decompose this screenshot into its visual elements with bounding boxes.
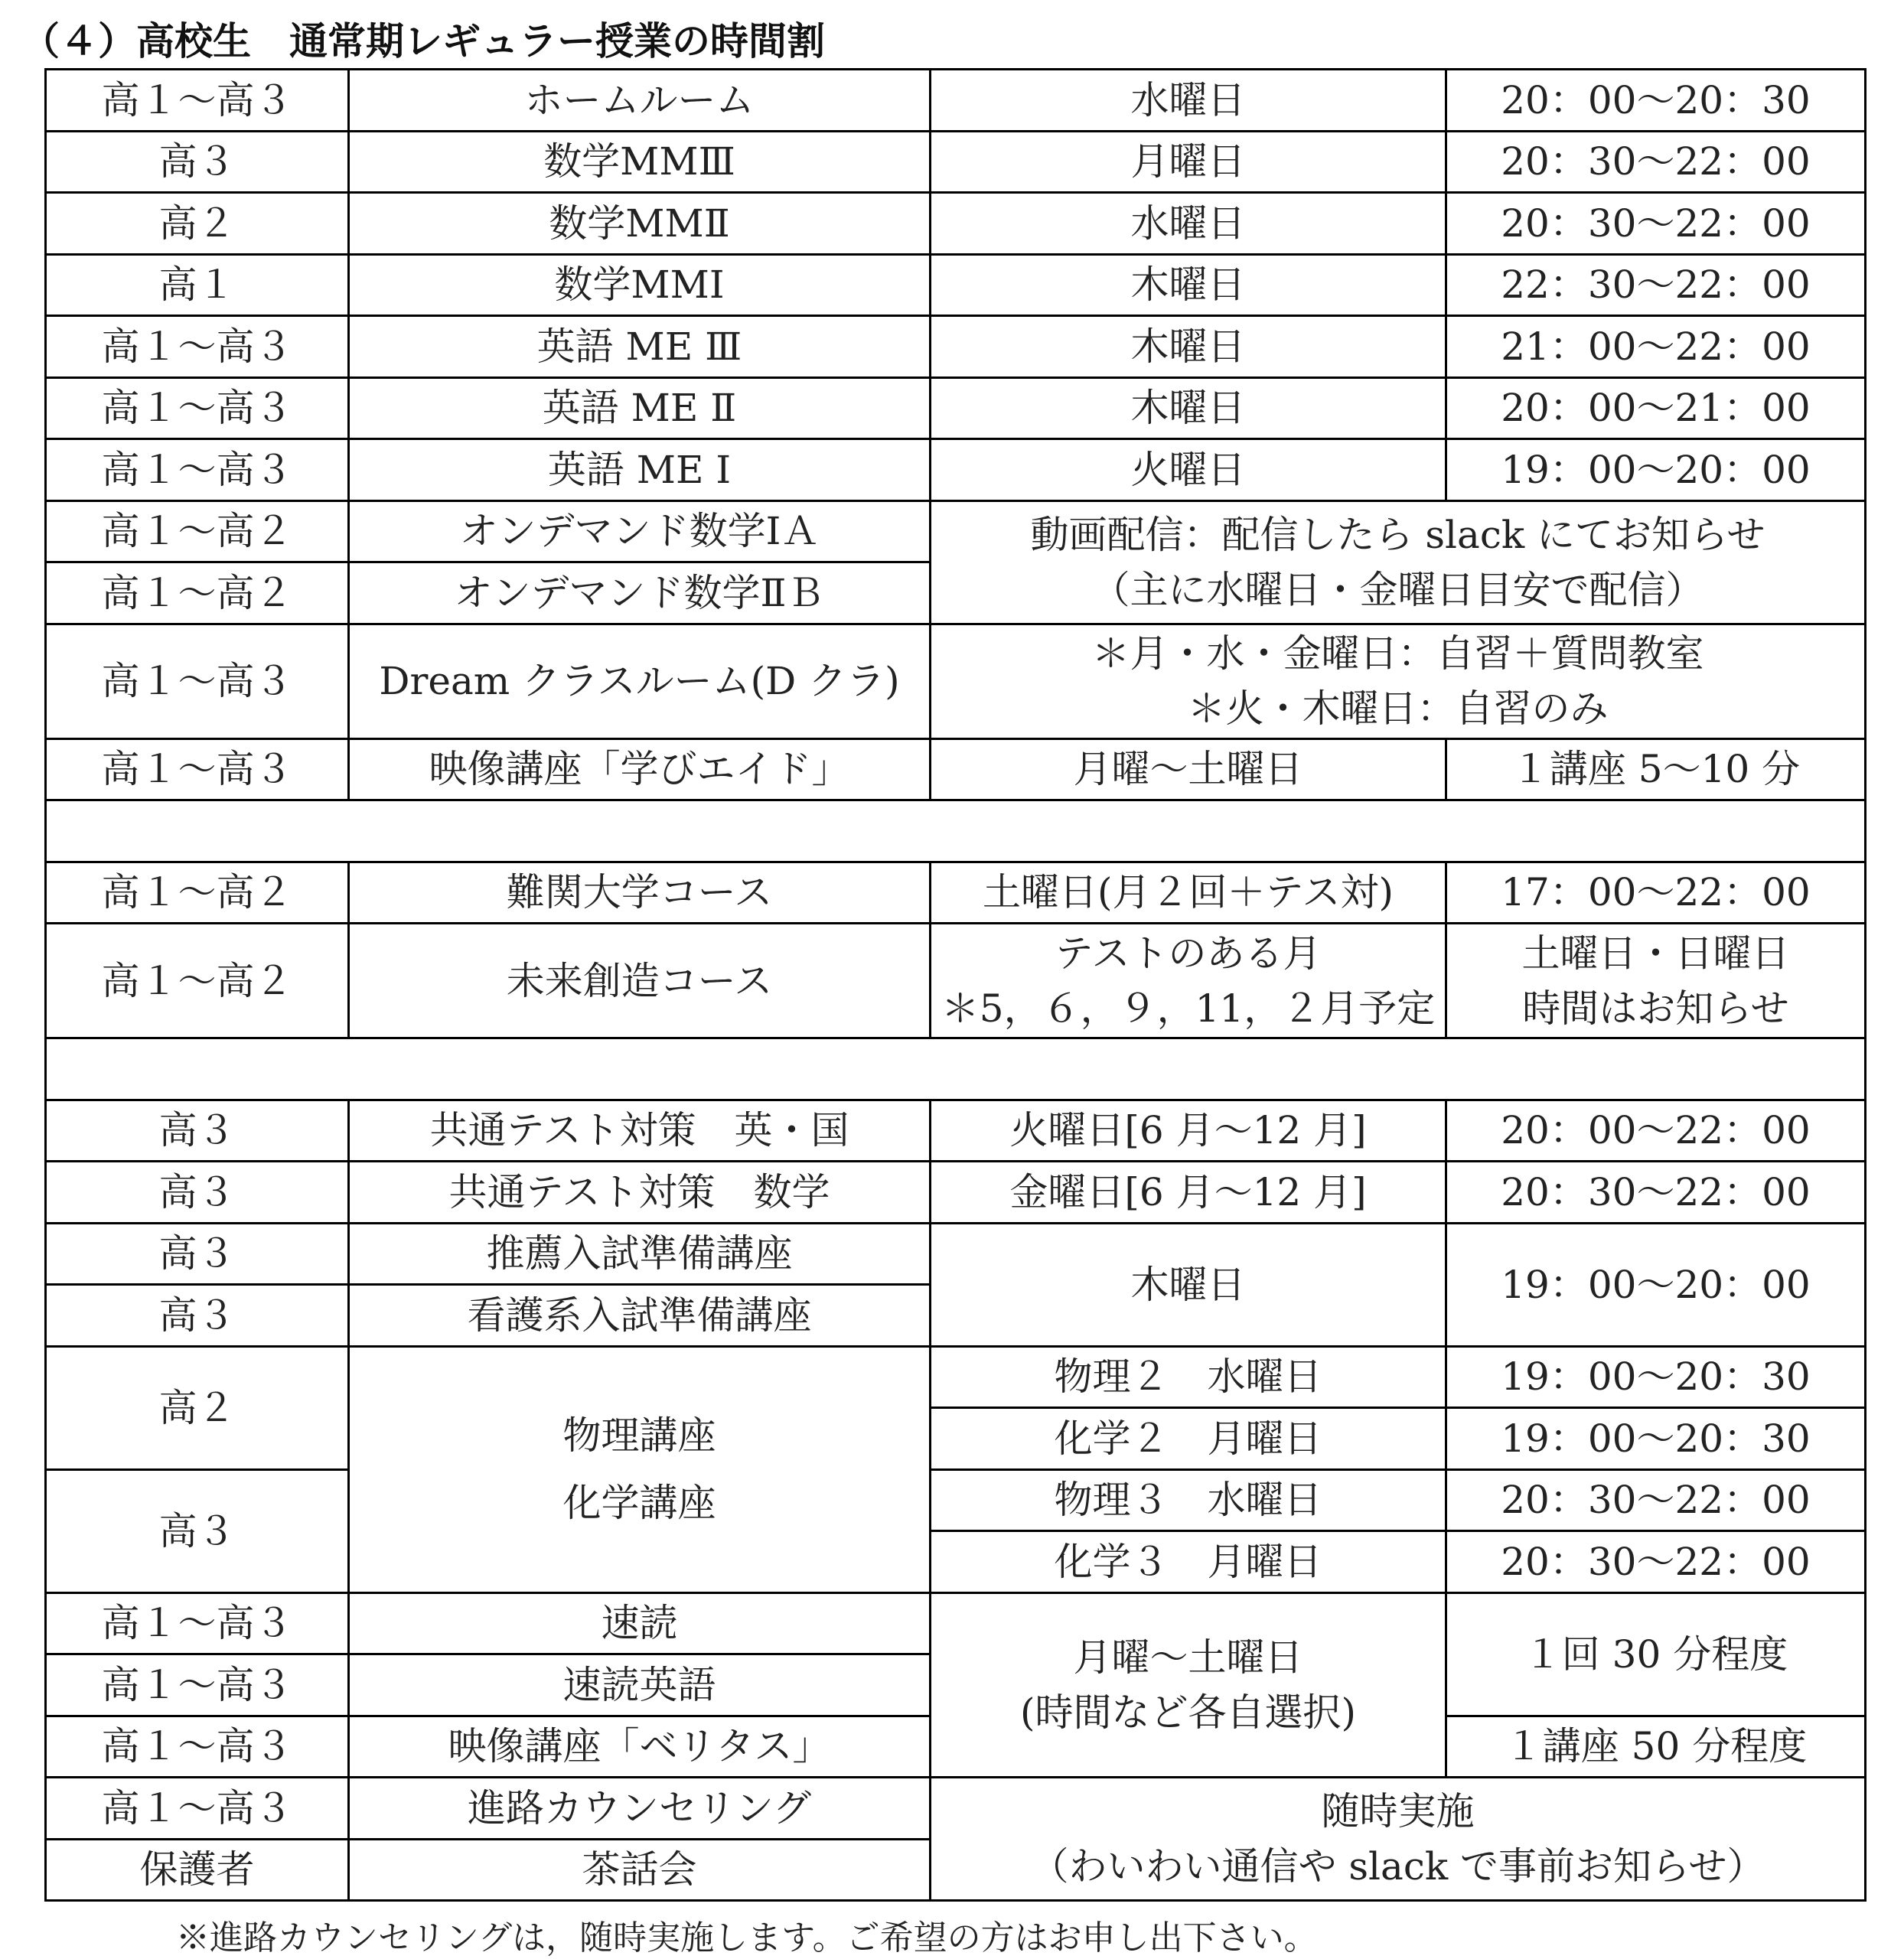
table-row: [46, 131, 1866, 193]
day-cell: 化学２ 月曜日: [931, 1408, 1446, 1470]
table-row: [46, 1223, 1866, 1285]
subject-cell: 共通テスト対策 数学: [349, 1162, 931, 1224]
time-cell: 20：30～22：00: [1446, 193, 1866, 255]
grade-cell: 高３: [46, 1285, 349, 1347]
grade-cell: 高３: [46, 1223, 349, 1285]
subject-cell: 速読: [349, 1592, 931, 1654]
day-line2: ＊5，６，９，11，２月予定: [941, 986, 1436, 1031]
grade-cell: 高１～高３: [46, 1592, 349, 1654]
time-cell: 20：30～22：00: [1446, 1162, 1866, 1224]
table-row: [46, 70, 1866, 132]
time-cell: １講座 50 分程度: [1446, 1716, 1866, 1778]
grade-cell: 高１～高３: [46, 70, 349, 132]
spacer-cell: [46, 1038, 1866, 1100]
day-line1: 月曜～土曜日: [1073, 1635, 1303, 1680]
grade-cell: 高３: [46, 1162, 349, 1224]
table-row: [46, 316, 1866, 378]
subject-cell: 映像講座「学びエイド」: [349, 738, 931, 800]
subject-chemistry: 化学講座: [562, 1481, 716, 1525]
spacer-row: [46, 800, 1866, 862]
table-row: [46, 924, 1866, 1038]
time-cell: 20：00～20：30: [1446, 70, 1866, 132]
subject-cell: 映像講座「ベリタス」: [349, 1716, 931, 1778]
day-line1: テストのある月: [1055, 931, 1322, 976]
grade-cell: 高１～高２: [46, 500, 349, 562]
day-cell: 物理２ 水曜日: [931, 1346, 1446, 1408]
grade-cell: 高１～高２: [46, 862, 349, 924]
footnote: ※進路カウンセリングは，随時実施します。ご希望の方はお申し出下さい。: [176, 1918, 1318, 1957]
day-cell: 木曜日: [931, 254, 1446, 316]
time-cell: 20：00～22：00: [1446, 1100, 1866, 1162]
subject-cell: 数学MMⅡ: [349, 193, 931, 255]
timetable: [44, 68, 1867, 1902]
grade-cell: 高１～高２: [46, 924, 349, 1038]
subject-physics: 物理講座: [562, 1413, 716, 1458]
day-cell: 水曜日: [931, 193, 1446, 255]
time-cell: 20：30～22：00: [1446, 1531, 1866, 1593]
day-cell: [931, 924, 1446, 1038]
subject-cell: 速読英語: [349, 1654, 931, 1716]
table-row: [46, 1778, 1866, 1840]
grade-cell: 高１: [46, 254, 349, 316]
time-cell: 19：00～20：00: [1446, 1223, 1866, 1346]
table-row: [46, 193, 1866, 255]
table-row: [46, 1162, 1866, 1224]
time-cell: [1446, 924, 1866, 1038]
subject-cell: 看護系入試準備講座: [349, 1285, 931, 1347]
subject-cell: 進路カウンセリング: [349, 1778, 931, 1840]
subject-cell: 難関大学コース: [349, 862, 931, 924]
table-row: [46, 1346, 1866, 1408]
time-cell: 20：00～21：00: [1446, 377, 1866, 439]
grade-cell: 高３: [46, 131, 349, 193]
day-cell: 物理３ 水曜日: [931, 1469, 1446, 1531]
dream-note-line2: ＊火・木曜日：自習のみ: [1187, 686, 1609, 731]
grade-cell: 高２: [46, 1346, 349, 1469]
grade-cell: 高１～高３: [46, 316, 349, 378]
grade-cell: 高１～高２: [46, 562, 349, 624]
day-cell: 土曜日(月２回＋テス対): [931, 862, 1446, 924]
grade-cell: 高１～高３: [46, 624, 349, 738]
spacer-cell: [46, 800, 1866, 862]
table-row: [46, 624, 1866, 738]
counseling-note-line2: （わいわい通信や slack で事前お知らせ）: [1030, 1844, 1765, 1889]
table-row: [46, 500, 1866, 562]
subject-cell: 推薦入試準備講座: [349, 1223, 931, 1285]
table-row: [46, 377, 1866, 439]
time-cell: 20：30～22：00: [1446, 131, 1866, 193]
time-cell: 19：00～20：30: [1446, 1408, 1866, 1470]
subject-cell: 数学MMⅢ: [349, 131, 931, 193]
subject-cell: 英語 ME Ⅲ: [349, 316, 931, 378]
table-row: [46, 1469, 1866, 1531]
ondemand-note-line2: （主に水曜日・金曜日目安で配信）: [1091, 567, 1704, 612]
ondemand-note-cell: [931, 500, 1866, 624]
day-cell: 月曜～土曜日: [931, 738, 1446, 800]
counseling-note-cell: [931, 1778, 1866, 1901]
table-row: [46, 1100, 1866, 1162]
time-cell: 17：00～22：00: [1446, 862, 1866, 924]
subject-cell: オンデマンド数学ⅡＢ: [349, 562, 931, 624]
time-cell: 19：00～20：00: [1446, 439, 1866, 501]
subject-cell: ホームルーム: [349, 70, 931, 132]
dream-note-line1: ＊月・水・金曜日：自習＋質問教室: [1091, 631, 1704, 676]
day-cell: 木曜日: [931, 316, 1446, 378]
time-cell: 20：30～22：00: [1446, 1469, 1866, 1531]
subject-cell: オンデマンド数学ⅠＡ: [349, 500, 931, 562]
spacer-row: [46, 1038, 1866, 1100]
grade-cell: 保護者: [46, 1839, 349, 1901]
subject-cell: [349, 1346, 931, 1592]
grade-cell: 高１～高３: [46, 439, 349, 501]
time-line2: 時間はお知らせ: [1522, 986, 1789, 1031]
subject-cell: Dream クラスルーム(D クラ): [349, 624, 931, 738]
ondemand-note-line1: 動画配信：配信したら slack にてお知らせ: [1030, 512, 1765, 557]
day-cell: 月曜日: [931, 131, 1446, 193]
subject-cell: 茶話会: [349, 1839, 931, 1901]
grade-cell: 高１～高３: [46, 1778, 349, 1840]
table-row: [46, 254, 1866, 316]
time-cell: 22：30～22：00: [1446, 254, 1866, 316]
subject-cell: 英語 ME Ⅰ: [349, 439, 931, 501]
dream-note-cell: [931, 624, 1866, 738]
subject-cell: 未来創造コース: [349, 924, 931, 1038]
table-row: [46, 1592, 1866, 1654]
time-cell: 19：00～20：30: [1446, 1346, 1866, 1408]
day-cell: 木曜日: [931, 377, 1446, 439]
day-cell: [931, 1592, 1446, 1778]
day-cell: 水曜日: [931, 70, 1446, 132]
day-cell: 金曜日[6 月～12 月]: [931, 1162, 1446, 1224]
day-cell: 木曜日: [931, 1223, 1446, 1346]
page-title: （４）高校生 通常期レギュラー授業の時間割: [21, 19, 825, 64]
table-row: [46, 738, 1866, 800]
counseling-note-line1: 随時実施: [1321, 1789, 1475, 1834]
grade-cell: 高１～高３: [46, 738, 349, 800]
subject-cell: 共通テスト対策 英・国: [349, 1100, 931, 1162]
subject-cell: 数学MMⅠ: [349, 254, 931, 316]
time-cell: １回 30 分程度: [1446, 1592, 1866, 1716]
time-cell: 21：00～22：00: [1446, 316, 1866, 378]
table-row: [46, 439, 1866, 501]
day-cell: 火曜日[6 月～12 月]: [931, 1100, 1446, 1162]
grade-cell: 高３: [46, 1469, 349, 1592]
day-cell: 火曜日: [931, 439, 1446, 501]
table-row: [46, 862, 1866, 924]
time-line1: 土曜日・日曜日: [1521, 931, 1790, 976]
grade-cell: 高１～高３: [46, 1716, 349, 1778]
time-cell: １講座 5～10 分: [1446, 738, 1866, 800]
grade-cell: 高１～高３: [46, 1654, 349, 1716]
day-cell: 化学３ 月曜日: [931, 1531, 1446, 1593]
grade-cell: 高３: [46, 1100, 349, 1162]
grade-cell: 高２: [46, 193, 349, 255]
day-line2: (時間など各自選択): [1019, 1690, 1356, 1735]
subject-cell: 英語 ME Ⅱ: [349, 377, 931, 439]
grade-cell: 高１～高３: [46, 377, 349, 439]
